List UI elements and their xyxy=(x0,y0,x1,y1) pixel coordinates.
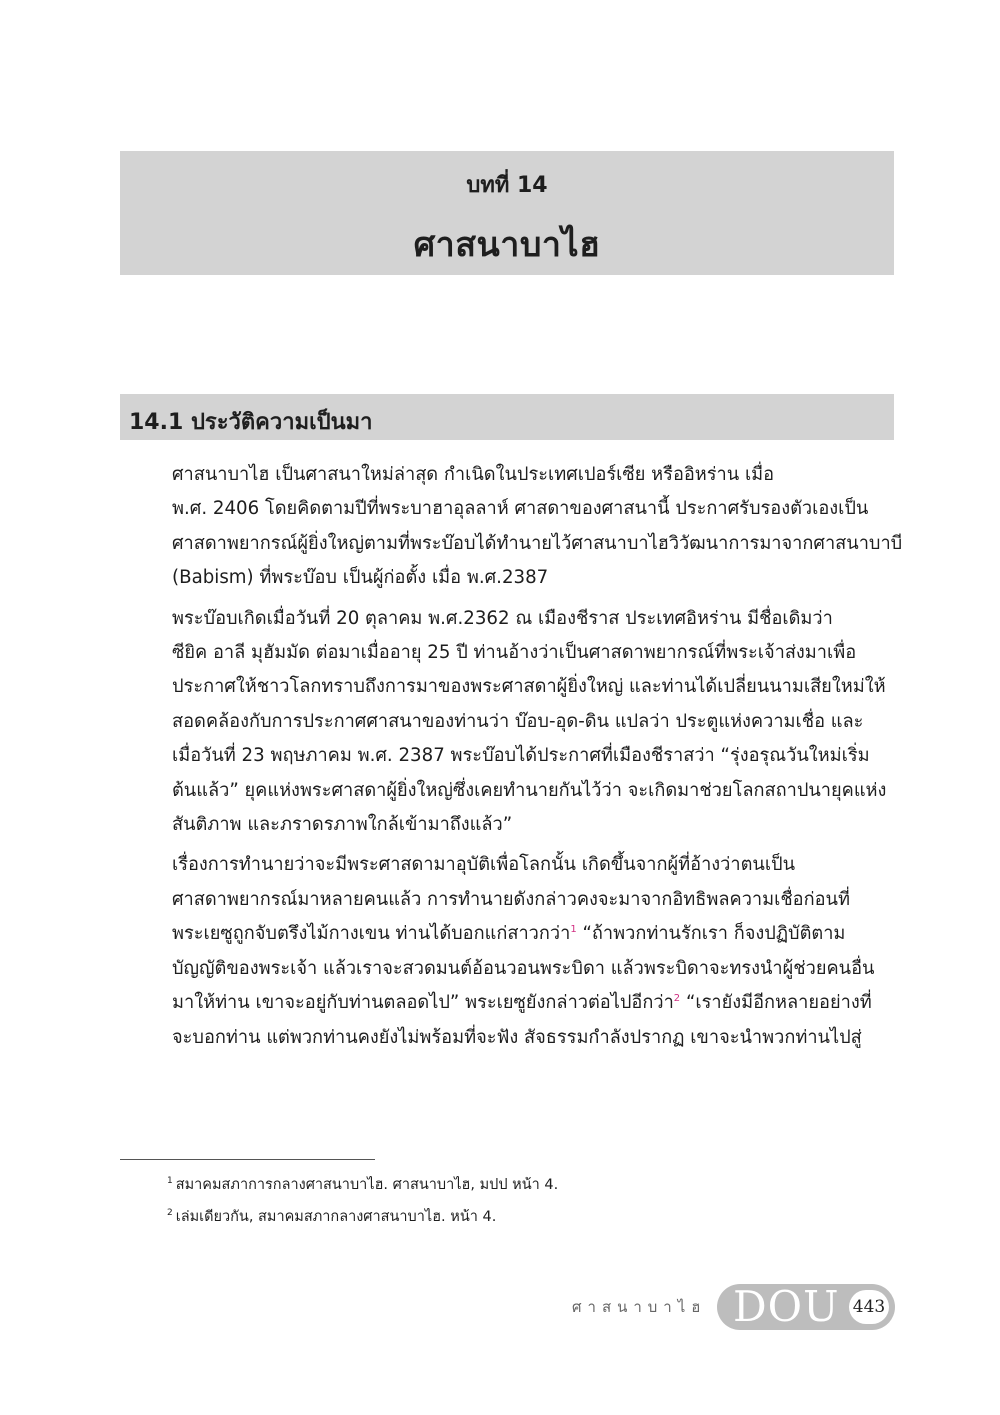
paragraph-line: พ.ศ. 2406 โดยคิดตามปีที่พระบาฮาอุลลาห์ ศาสดาของศาสนานี้ ประกาศรับรองตัวเองเป็น xyxy=(172,498,869,520)
paragraph-text: “เรายังมีอีกหลายอย่างที่ xyxy=(680,992,872,1014)
paragraph-line: ศาสนาบาไฮ เป็นศาสนาใหม่ล่าสุด กำเนิดในประเทศเปอร์เซีย หรืออิหร่าน เมื่อ xyxy=(172,464,775,485)
footnote-divider xyxy=(120,1159,375,1160)
paragraph-line: (Babism) ที่พระบ๊อบ เป็นผู้ก่อตั้ง เมื่อ พ.ศ.2387 xyxy=(172,567,549,589)
paragraph-line: เมื่อวันที่ 23 พฤษภาคม พ.ศ. 2387 พระบ๊อบได้ประกาศที่เมืองชีราสว่า “รุ่งอรุณวันใหม่เริ่ม xyxy=(172,745,870,767)
paragraph-text: พระเยซูถูกจับตรึงไม้กางเขน ท่านได้บอกแก่สาวกว่า xyxy=(172,923,571,945)
running-title: ศาสนาบาไฮ xyxy=(572,1298,707,1316)
paragraph-line: ประกาศให้ชาวโลกทราบถึงการมาของพระศาสดาผู้ยิ่งใหญ่ และท่านได้เปลี่ยนนามเสียใหม่ให้ xyxy=(172,676,886,698)
chapter-number: บทที่ 14 xyxy=(466,173,548,198)
paragraph-line: สันติภาพ และภราดรภาพใกล้เข้ามาถึงแล้ว” xyxy=(172,814,513,836)
paragraph-line: สอดคล้องกับการประกาศศาสนาของท่านว่า บ๊อบ-อุด-ดิน แปลว่า ประตูแห่งความเชื่อ และ xyxy=(172,710,864,732)
footnote-item xyxy=(167,1199,558,1231)
body-text xyxy=(120,458,903,1061)
paragraph-line: บัญญัติของพระเจ้า แล้วเราจะสวดมนต์อ้อนวอนพระบิดา แล้วพระบิดาจะทรงนำผู้ช่วยคนอื่น xyxy=(172,957,875,979)
paragraph-line xyxy=(120,986,894,1020)
dou-badge xyxy=(717,1284,895,1330)
paragraph-3 xyxy=(120,848,894,1054)
paragraph-line: พระบ๊อบเกิดเมื่อวันที่ 20 ตุลาคม พ.ศ.2362 ณ เมืองชีราส ประเทศอิหร่าน มีชื่อเดิมว่า xyxy=(172,607,833,629)
footnote-number: 2 xyxy=(167,1207,173,1218)
footnote-text: เล่มเดียวกัน, สมาคมสภากลางศาสนาบาไฮ. หน้า 4. xyxy=(175,1208,497,1225)
footnote-text: สมาคมสภาการกลางศาสนาบาไฮ. ศาสนาบาไฮ, มปป หน้า 4. xyxy=(175,1176,559,1193)
paragraph-line: ศาสดาพยากรณ์มาหลายคนแล้ว การทำนายดังกล่าวคงจะมาจากอิทธิพลความเชื่อก่อนที่ xyxy=(172,888,850,910)
paragraph-text: มาให้ท่าน เขาจะอยู่กับท่านตลอดไป” พระเยซูยังกล่าวต่อไปอีกว่า xyxy=(172,992,674,1014)
footnote-ref[interactable]: 1 xyxy=(570,924,577,936)
dou-logo: DOU xyxy=(733,1282,840,1331)
paragraph-text: “ถ้าพวกท่านรักเรา ก็จงปฏิบัติตาม xyxy=(576,923,846,945)
section-bar xyxy=(120,394,894,440)
chapter-header xyxy=(120,151,894,275)
paragraph-line: ศาสดาพยากรณ์ผู้ยิ่งใหญ่ตามที่พระบ๊อบได้ทำนายไว้ศาสนาบาไฮวิวัฒนาการมาจากศาสนาบาบี xyxy=(172,532,903,554)
footnote-ref[interactable]: 2 xyxy=(673,993,681,1005)
paragraph-line xyxy=(120,917,894,951)
paragraph-line: เรื่องการทำนายว่าจะมีพระศาสดามาอุบัติเพื่อโลกนั้น เกิดขึ้นจากผู้ที่อ้างว่าตนเป็น xyxy=(172,854,796,876)
paragraph-2 xyxy=(120,602,894,843)
paragraph-line: ต้นแล้ว” ยุคแห่งพระศาสดาผู้ยิ่งใหญ่ซึ่งเคยทำนายกันไว้ว่า จะเกิดมาช่วยโลกสถาปนายุคแห่ง xyxy=(172,779,887,801)
section-heading: 14.1 ประวัติความเป็นมา xyxy=(129,410,373,435)
paragraph-1 xyxy=(120,458,903,596)
footnotes xyxy=(167,1167,558,1231)
paragraph-line: ซียิค อาลี มุฮัมมัด ต่อมาเมื่ออายุ 25 ปี ท่านอ้างว่าเป็นศาสดาพยากรณ์ที่พระเจ้าส่งมาเพื่อ xyxy=(172,642,857,664)
footnote-item xyxy=(167,1167,558,1199)
paragraph-line: จะบอกท่าน แต่พวกท่านคงยังไม่พร้อมที่จะฟัง สัจธรรมกำลังปรากฏ เขาจะนำพวกท่านไปสู่ xyxy=(172,1026,862,1048)
footnote-number: 1 xyxy=(167,1176,173,1186)
page-number: 443 xyxy=(849,1290,889,1324)
chapter-title: ศาสนาบาไฮ xyxy=(413,225,601,265)
